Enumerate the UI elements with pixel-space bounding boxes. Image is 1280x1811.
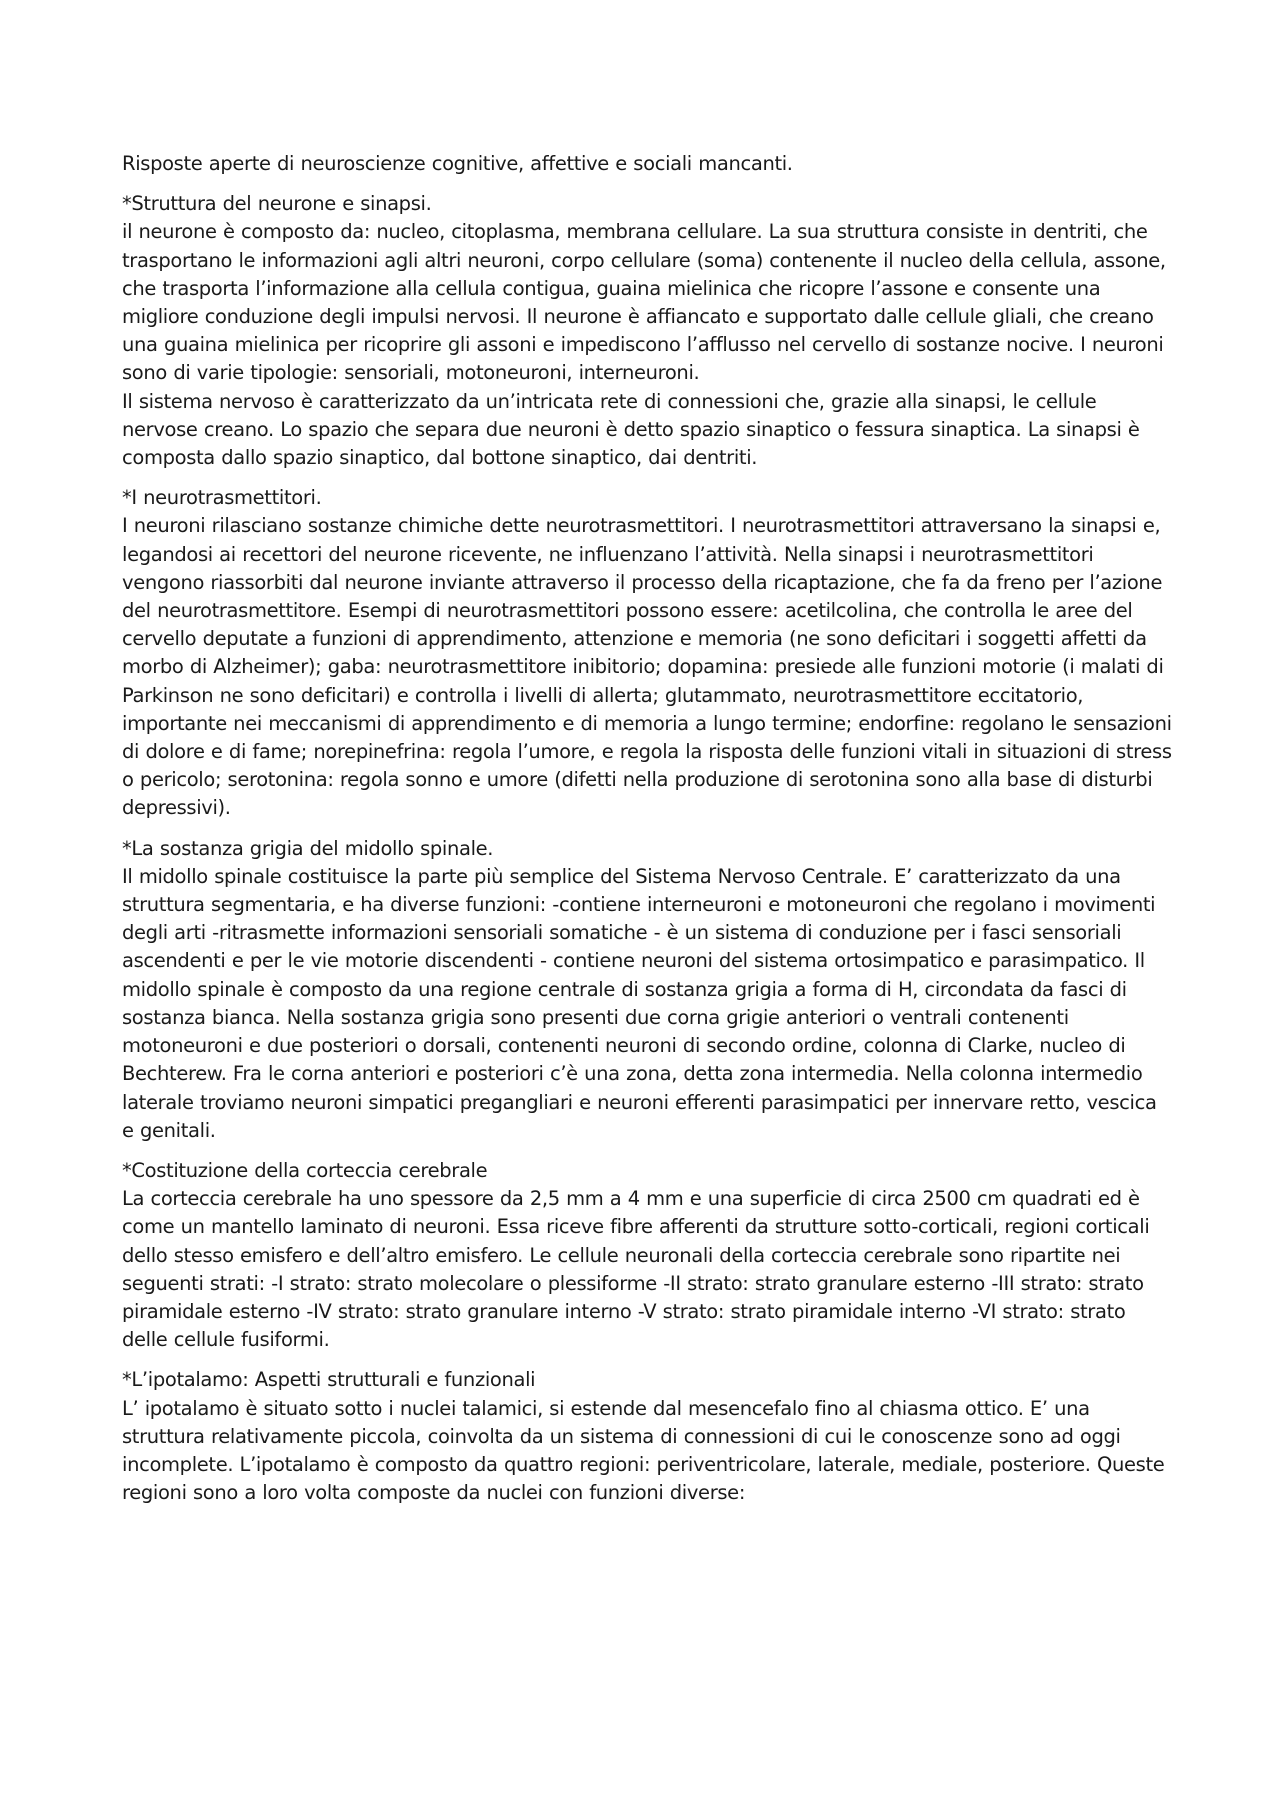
section-paragraph: Il sistema nervoso è caratterizzato da un’intricata rete di connessioni che, grazie alla sinapsi, le cellule nervose creano. Lo spazio che separa due neuroni è detto spazio sinaptico o fessura sinaptica. La sinapsi è composta dallo spazio sinaptico, dal bottone sinaptico, dai dentriti.	[122, 389, 1140, 470]
section-heading: *L’ipotalamo: Aspetti strutturali e funzionali	[122, 1368, 536, 1392]
section-struttura-neurone	[122, 190, 1172, 472]
section-heading: *Struttura del neurone e sinapsi.	[122, 192, 432, 216]
section-ipotalamo	[122, 1366, 1172, 1507]
section-neurotrasmettitori	[122, 484, 1172, 822]
section-paragraph: Il midollo spinale costituisce la parte più semplice del Sistema Nervoso Centrale. E’ caratterizzato da una struttura segmentaria, e ha diverse funzioni: -contiene interneuroni e motoneuroni che regolano i movimenti degli arti -ritrasmette informazioni sensoriali somatiche - è un sistema di conduzione per i fasci sensoriali ascendenti e per le vie motorie discendenti - contiene neuroni del sistema ortosimpatico e parasimpatico. Il midollo spinale è composto da una regione centrale di sostanza grigia a forma di H, circondata da fasci di sostanza bianca. Nella sostanza grigia sono presenti due corna grigie anteriori o ventrali contenenti motoneuroni e due posteriori o dorsali, contenenti neuroni di secondo ordine, colonna di Clarke, nucleo di Bechterew. Fra le corna anteriori e posteriori c’è una zona, detta zona intermedia. Nella colonna intermedio laterale troviamo neuroni simpatici pregangliari e neuroni efferenti parasimpatici per innervare retto, vescica e genitali.	[122, 864, 1157, 1142]
section-paragraph: I neuroni rilasciano sostanze chimiche dette neurotrasmettitori. I neurotrasmettitori attraversano la sinapsi e, legandosi ai recettori del neurone ricevente, ne influenzano l’attività. Nella sinapsi i neurotrasmettitori vengono riassorbiti dal neurone inviante attraverso il processo della ricaptazione, che fa da freno per l’azione del neurotrasmettitore. Esempi di neurotrasmettitori possono essere: acetilcolina, che controlla le aree del cervello deputate a funzioni di apprendimento, attenzione e memoria (ne sono deficitari i soggetti affetti da morbo di Alzheimer); gaba: neurotrasmettitore inibitorio; dopamina: presiede alle funzioni motorie (i malati di Parkinson ne sono deficitari) e controlla i livelli di allerta; glutammato, neurotrasmettitore eccitatorio, importante nei meccanismi di apprendimento e di memoria a lungo termine; endorfine: regolano le sensazioni di dolore e di fame; norepinefrina: regola l’umore, e regola la risposta delle funzioni vitali in situazioni di stress o pericolo; serotonina: regola sonno e umore (difetti nella produzione di serotonina sono alla base di disturbi depressivi).	[122, 514, 1172, 820]
section-heading: *Costituzione della corteccia cerebrale	[122, 1158, 488, 1182]
section-corteccia-cerebrale	[122, 1157, 1172, 1354]
document-page	[122, 150, 1172, 1519]
section-sostanza-grigia	[122, 835, 1172, 1145]
section-paragraph: L’ ipotalamo è situato sotto i nuclei talamici, si estende dal mesencefalo fino al chiasma ottico. E’ una struttura relativamente piccola, coinvolta da un sistema di connessioni di cui le conoscenze sono ad oggi incomplete. L’ipotalamo è composto da quattro regioni: periventricolare, laterale, mediale, posteriore. Queste regioni sono a loro volta composte da nuclei con funzioni diverse:	[122, 1396, 1165, 1505]
document-intro: Risposte aperte di neuroscienze cognitive, affettive e sociali mancanti.	[122, 152, 793, 175]
section-paragraph: il neurone è composto da: nucleo, citoplasma, membrana cellulare. La sua struttura consiste in dentriti, che trasportano le informazioni agli altri neuroni, corpo cellulare (soma) contenente il nucleo della cellula, assone, che trasporta l’informazione alla cellula contigua, guaina mielinica che ricopre l’assone e consente una migliore conduzione degli impulsi nervosi. Il neurone è affiancato e supportato dalle cellule gliali, che creano una guaina mielinica per ricoprire gli assoni e impediscono l’afflusso nel cervello di sostanze nocive. I neuroni sono di varie tipologie: sensoriali, motoneuroni, interneuroni.	[122, 220, 1166, 385]
section-heading: *I neurotrasmettitori.	[122, 486, 322, 510]
section-paragraph: La corteccia cerebrale ha uno spessore da 2,5 mm a 4 mm e una superficie di circa 2500 cm quadrati ed è come un mantello laminato di neuroni. Essa riceve fibre afferenti da strutture sotto-corticali, regioni corticali dello stesso emisfero e dell’altro emisfero. Le cellule neuronali della corteccia cerebrale sono ripartite nei seguenti strati: -I strato: strato molecolare o plessiforme -II strato: strato granulare esterno -III strato: strato piramidale esterno -IV strato: strato granulare interno -V strato: strato piramidale interno -VI strato: strato delle cellule fusiformi.	[122, 1187, 1150, 1352]
section-heading: *La sostanza grigia del midollo spinale.	[122, 836, 494, 860]
